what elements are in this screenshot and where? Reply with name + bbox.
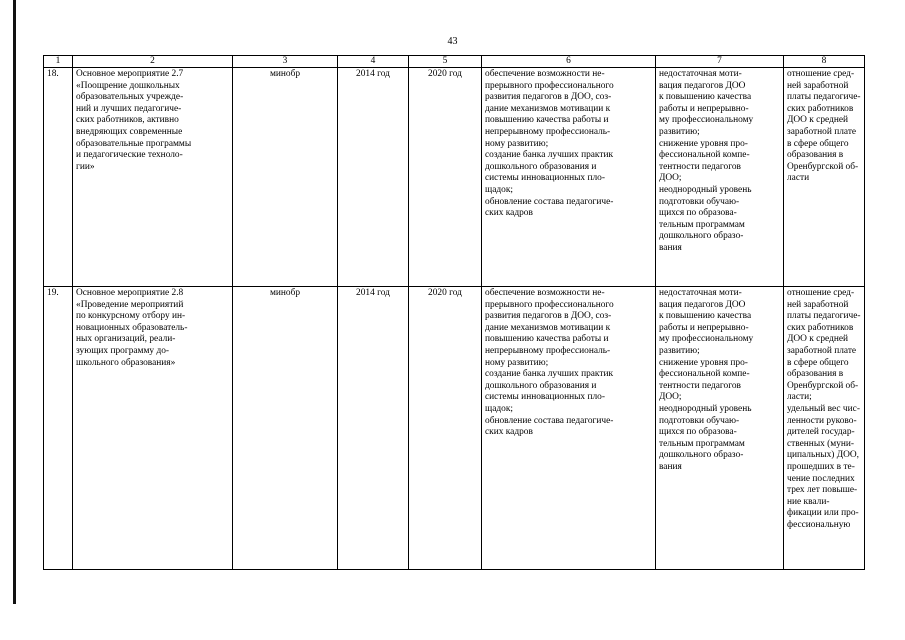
cell-text-line: щихся по образова- [659, 427, 737, 438]
cell-text-line: обеспечение возможности не- [485, 288, 605, 298]
cell-text-line: ленности руково- [787, 415, 857, 426]
page-number: 43 [447, 36, 458, 47]
cell-text-line: создание банка лучших практик [485, 369, 614, 380]
cell-text-line: внедряющих современные [76, 126, 183, 137]
cell-text-line: создание банка лучших практик [485, 150, 614, 161]
cell-text-line: отношение сред- [787, 288, 855, 298]
cell-text-line: обновление состава педагогиче- [485, 415, 614, 426]
cell-text-line: трех лет повыше- [787, 485, 858, 496]
cell-text-line: дошкольного образования и [485, 380, 597, 391]
cell-text-line: ских работников, активно [76, 115, 179, 126]
cell-text-line: фессиональную [787, 519, 851, 530]
cell-text-line: в сфере общего [787, 138, 849, 149]
cell-text-line: вания [659, 461, 682, 472]
cell-text-line: заработной плате [787, 345, 857, 356]
executor-cell: минобр [233, 287, 338, 570]
cell-text-line: ласти [787, 173, 810, 184]
cell-text-line: к повышению качества [659, 92, 752, 103]
cell-text-line: тентности педагогов [659, 380, 741, 391]
cell-text-line: «Проведение мероприятий [76, 299, 184, 310]
cell-text-line: дание механизмов мотивации к [485, 322, 611, 333]
cell-text-line: снижение уровня про- [659, 138, 748, 149]
cell-text-line: ласти; [787, 392, 812, 403]
cell-text-line: фессиональной компе- [659, 369, 750, 380]
cell-text-line: образовательных учрежде- [76, 92, 184, 103]
cell-text-line: ней заработной [787, 299, 849, 310]
cell-text-line: тельным программам [659, 438, 745, 449]
cell-text-line: му профессиональному [659, 115, 754, 126]
cell-text-line: «Поощрение дошкольных [76, 80, 180, 91]
header-cell: 4 [338, 56, 409, 68]
cell-text-line: тельным программам [659, 219, 745, 230]
cell-text-line: дошкольного образования и [485, 161, 597, 172]
cell-text-line: непрерывному профессиональ- [485, 126, 611, 137]
header-cell: 2 [73, 56, 233, 68]
cell-text-line: развитию; [659, 345, 700, 356]
measure-cell [73, 68, 233, 287]
cell-text-line: образования в [787, 369, 844, 380]
cell-text-line: школьного образования» [76, 357, 176, 368]
cell-text-line: дошкольного образо- [659, 231, 744, 242]
cell-text-line: ственных (муни- [787, 438, 855, 449]
cell-text-line: вация педагогов ДОО [659, 299, 746, 310]
cell-text-line: прошедших в те- [787, 461, 855, 472]
cell-text-line: ских работников [787, 322, 854, 333]
cell-text-line: ние квали- [787, 496, 830, 507]
cell-text-line: образования в [787, 150, 844, 161]
indicators-cell [784, 287, 865, 570]
cell-text-line: непрерывному профессиональ- [485, 345, 611, 356]
header-row [44, 56, 865, 68]
binding-edge [13, 0, 16, 604]
cell-text-line: дителей государ- [787, 427, 855, 438]
consequences-cell [656, 287, 784, 570]
indicators-cell [784, 68, 865, 287]
cell-text-line: снижение уровня про- [659, 357, 748, 368]
cell-text-line: развитию; [659, 126, 700, 137]
cell-text-line: системы инновационных пло- [485, 173, 605, 184]
cell-text-line: Основное мероприятие 2.7 [76, 69, 184, 79]
cell-text-line: развития педагогов в ДОО, соз- [485, 311, 612, 322]
cell-text-line: повышению качества работы и [485, 115, 609, 126]
cell-text-line: обновление состава педагогиче- [485, 196, 614, 207]
cell-text-line: в сфере общего [787, 357, 849, 368]
end-year-cell: 2020 год [409, 68, 482, 287]
header-cell: 1 [44, 56, 73, 68]
result-cell [482, 287, 656, 570]
cell-text-line: развития педагогов в ДОО, соз- [485, 92, 612, 103]
consequences-cell [656, 68, 784, 287]
row-number: 19. [44, 287, 73, 570]
cell-text-line: ному развитию; [485, 357, 549, 368]
cell-text-line: ний и лучших педагогиче- [76, 103, 182, 114]
row-number: 18. [44, 68, 73, 287]
cell-text-line: недостаточная моти- [659, 69, 742, 79]
cell-text-line: тентности педагогов [659, 161, 741, 172]
cell-text-line: подготовки обучаю- [659, 196, 740, 207]
cell-text-line: работы и непрерывно- [659, 103, 749, 114]
cell-text-line: ней заработной [787, 80, 849, 91]
cell-text-line: системы инновационных пло- [485, 392, 605, 403]
header-cell: 6 [482, 56, 656, 68]
cell-text-line: гии» [76, 161, 95, 172]
cell-text-line: ципальных) ДОО, [787, 450, 859, 461]
cell-text-line: образовательные программы [76, 138, 192, 149]
cell-text-line: прерывного профессионального [485, 299, 614, 310]
result-cell [482, 68, 656, 287]
cell-text-line: щихся по образова- [659, 208, 737, 219]
cell-text-line: Основное мероприятие 2.8 [76, 288, 184, 298]
cell-text-line: и педагогические техноло- [76, 150, 183, 161]
cell-text-line: ДОО к средней [787, 334, 849, 345]
cell-text-line: фессиональной компе- [659, 150, 750, 161]
cell-text-line: му профессиональному [659, 334, 754, 345]
cell-text-line: Оренбургской об- [787, 161, 859, 172]
cell-text-line: неоднородный уровень [659, 184, 752, 195]
cell-text-line: ских кадров [485, 208, 533, 219]
cell-text-line: чение последних [787, 473, 855, 484]
cell-text-line: ДОО к средней [787, 115, 849, 126]
measures-table [43, 55, 865, 570]
header-cell: 3 [233, 56, 338, 68]
cell-text-line: новационных образователь- [76, 322, 188, 333]
cell-text-line: удельный вес чис- [787, 403, 860, 414]
cell-text-line: обеспечение возможности не- [485, 69, 605, 79]
cell-text-line: платы педагогиче- [787, 92, 861, 103]
measure-cell [73, 287, 233, 570]
start-year-cell: 2014 год [338, 287, 409, 570]
cell-text-line: ских кадров [485, 427, 533, 438]
cell-text-line: по конкурсному отбору ин- [76, 311, 186, 322]
cell-text-line: дание механизмов мотивации к [485, 103, 611, 114]
cell-text-line: дошкольного образо- [659, 450, 744, 461]
cell-text-line: неоднородный уровень [659, 403, 752, 414]
table-row [44, 68, 865, 287]
cell-text-line: ДОО; [659, 392, 682, 403]
cell-text-line: щадок; [485, 403, 513, 414]
header-cell: 7 [656, 56, 784, 68]
cell-text-line: вания [659, 242, 682, 253]
table-row [44, 287, 865, 570]
cell-text-line: работы и непрерывно- [659, 322, 749, 333]
cell-text-line: зующих программу до- [76, 345, 170, 356]
cell-text-line: к повышению качества [659, 311, 752, 322]
cell-text-line: Оренбургской об- [787, 380, 859, 391]
cell-text-line: недостаточная моти- [659, 288, 742, 298]
cell-text-line: фикации или про- [787, 508, 859, 519]
cell-text-line: ному развитию; [485, 138, 549, 149]
cell-text-line: вация педагогов ДОО [659, 80, 746, 91]
cell-text-line: платы педагогиче- [787, 311, 861, 322]
cell-text-line: подготовки обучаю- [659, 415, 740, 426]
end-year-cell: 2020 год [409, 287, 482, 570]
cell-text-line: щадок; [485, 184, 513, 195]
cell-text-line: повышению качества работы и [485, 334, 609, 345]
cell-text-line: отношение сред- [787, 69, 855, 79]
cell-text-line: ДОО; [659, 173, 682, 184]
cell-text-line: прерывного профессионального [485, 80, 614, 91]
cell-text-line: ных организаций, реали- [76, 334, 176, 345]
header-cell: 5 [409, 56, 482, 68]
header-cell: 8 [784, 56, 865, 68]
cell-text-line: ских работников [787, 103, 854, 114]
cell-text-line: заработной плате [787, 126, 857, 137]
executor-cell: минобр [233, 68, 338, 287]
start-year-cell: 2014 год [338, 68, 409, 287]
